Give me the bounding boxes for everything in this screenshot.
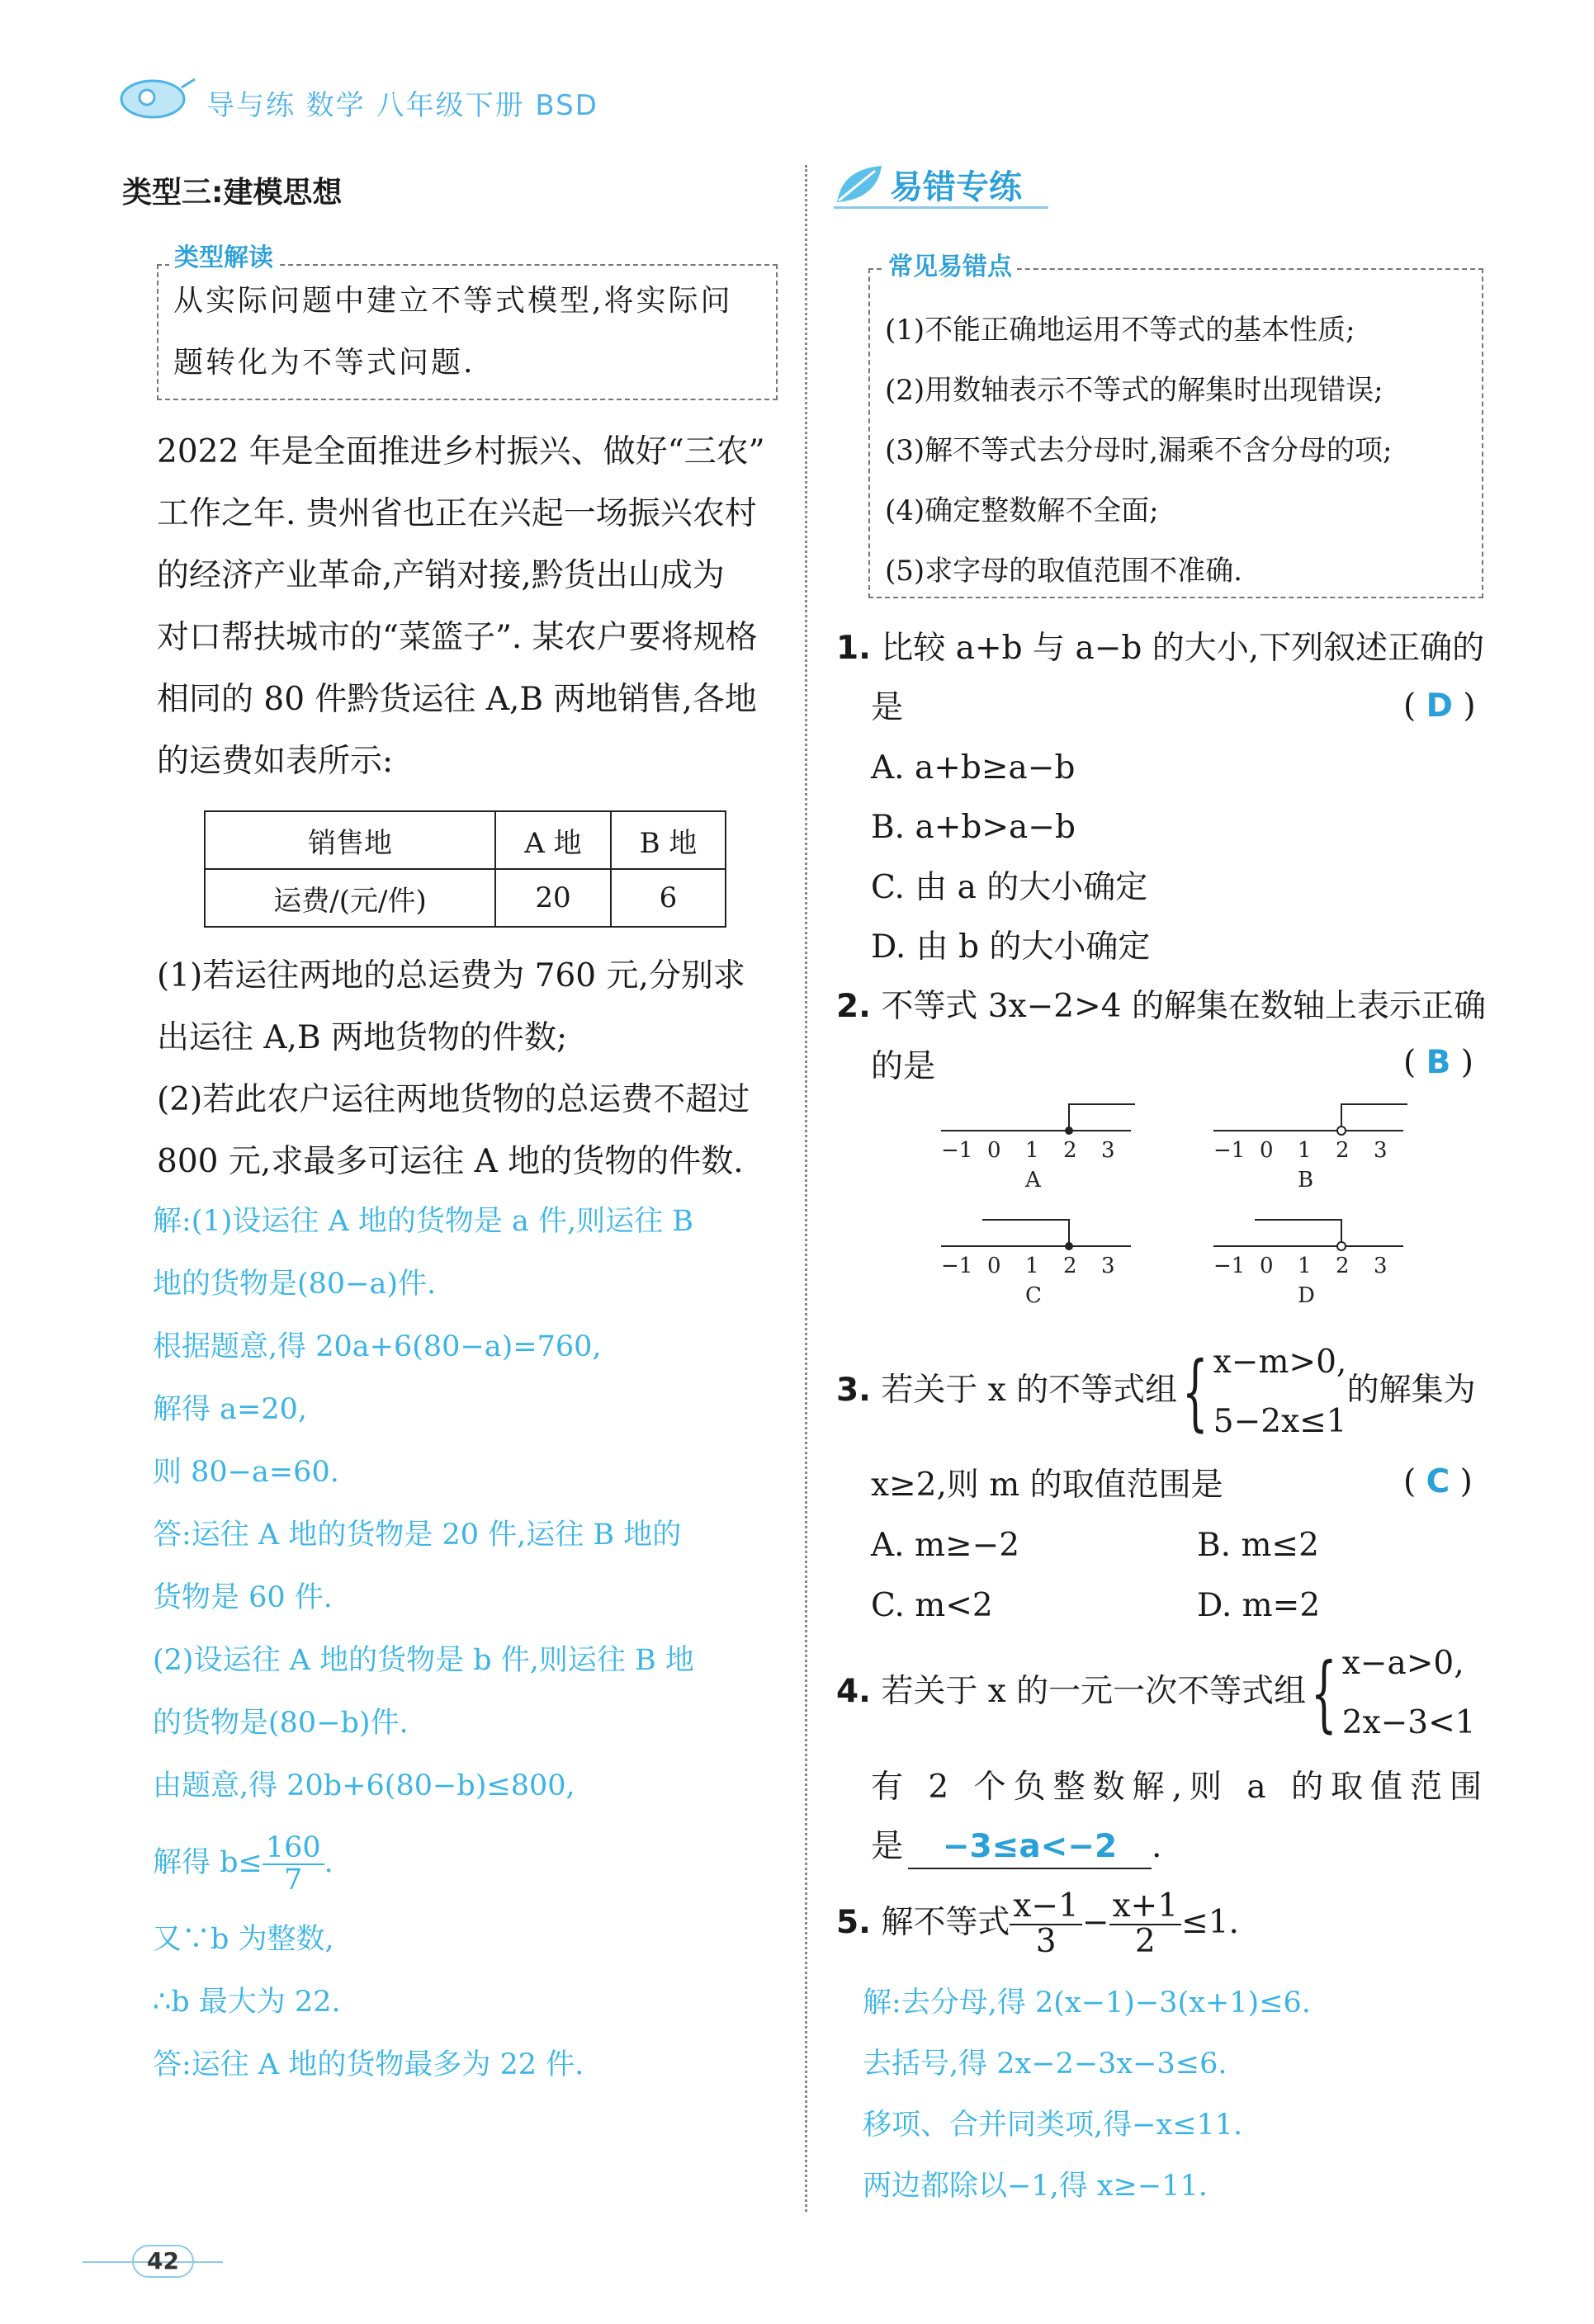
tick-label: 0 bbox=[987, 1138, 1001, 1163]
tick-label: 2 bbox=[1336, 1254, 1350, 1278]
frac-den: 7 bbox=[284, 1863, 303, 1897]
q3-number: 3. bbox=[836, 1372, 871, 1409]
solution-line: 两边都除以−1,得 x≥−11. bbox=[863, 2170, 1208, 2203]
table-header: B 地 bbox=[611, 811, 726, 869]
solution-line: ∴b 最大为 22. bbox=[153, 1986, 341, 2019]
q4-line3: 是 −3≤a<−2 . bbox=[871, 1816, 1161, 1878]
q4-ineq: 2x−3<1 bbox=[1341, 1704, 1476, 1741]
q3-ineq: 5−2x≤1 bbox=[1213, 1403, 1347, 1440]
q1-option: D. 由 b 的大小确定 bbox=[871, 928, 1151, 966]
error-item: (4)确定整数解不全面; bbox=[885, 494, 1159, 527]
type-explain-tag: 类型解读 bbox=[169, 237, 278, 273]
section-title-right: 易错专练 bbox=[890, 168, 1022, 206]
q5-minus: − bbox=[1081, 1904, 1109, 1941]
table-cell: 运费/(元/件) bbox=[205, 869, 495, 927]
frac-prefix: 解得 b≤ bbox=[153, 1846, 263, 1879]
solution-line: 答:运往 A 地的货物是 20 件,运往 B 地的 bbox=[153, 1519, 682, 1552]
question-line: 出运往 A,B 两地货物的件数; bbox=[157, 1019, 568, 1056]
q4-number: 4. bbox=[836, 1673, 871, 1710]
page-number: 42 bbox=[132, 2245, 194, 2278]
problem-line: 的运费如表所示: bbox=[157, 743, 394, 780]
tick-label: 2 bbox=[1063, 1138, 1077, 1163]
q4-system bbox=[1342, 1634, 1476, 1753]
tick-label: 2 bbox=[1063, 1254, 1077, 1278]
q4-line3-text: 是 bbox=[871, 1828, 904, 1865]
table-header: 销售地 bbox=[205, 811, 495, 869]
tick-label: 1 bbox=[1298, 1254, 1312, 1278]
q3-option: D. m=2 bbox=[1197, 1587, 1321, 1624]
table-cell: 20 bbox=[495, 869, 611, 927]
q5-fraction-2 bbox=[1109, 1887, 1182, 1960]
solution-line: 根据题意,得 20a+6(80−a)=760, bbox=[153, 1330, 602, 1363]
solution-line: 地的货物是(80−a)件. bbox=[153, 1268, 437, 1301]
tick-label: 0 bbox=[1260, 1254, 1274, 1278]
solution-line: 则 80−a=60. bbox=[153, 1456, 339, 1489]
q3-system bbox=[1213, 1333, 1347, 1452]
tick-label: 0 bbox=[987, 1254, 1001, 1278]
q1-line2: 是 bbox=[871, 689, 904, 726]
frac-suffix: . bbox=[324, 1846, 333, 1879]
q1-line bbox=[836, 617, 1484, 679]
q1-text: 比较 a+b 与 a−b 的大小,下列叙述正确的 bbox=[881, 630, 1485, 667]
q2-text: 不等式 3x−2>4 的解集在数轴上表示正确 bbox=[881, 988, 1486, 1025]
problem-line: 2022 年是全面推进乡村振兴、做好“三农” bbox=[157, 433, 765, 470]
logo-icon bbox=[116, 73, 198, 122]
questions bbox=[157, 945, 784, 1193]
section-title-left: 类型三:建模思想 bbox=[122, 176, 343, 210]
q2-answer-paren: ( B ) bbox=[1403, 1044, 1473, 1081]
solution-line: 答:运往 A 地的货物最多为 22 件. bbox=[153, 2048, 584, 2081]
type-explain-line: 题转化为不等式问题. bbox=[173, 346, 475, 380]
q1-number: 1. bbox=[836, 630, 871, 667]
problem-line: 的经济产业革命,产销对接,黔货出山成为 bbox=[157, 557, 725, 594]
table-cell: 6 bbox=[611, 869, 726, 927]
q5-number: 5. bbox=[836, 1904, 871, 1941]
tick-label: 1 bbox=[1025, 1138, 1039, 1163]
option-label: A bbox=[1025, 1168, 1041, 1193]
error-item: (3)解不等式去分母时,漏乘不含分母的项; bbox=[885, 434, 1393, 467]
tick-label: 1 bbox=[1025, 1254, 1039, 1278]
problem-text bbox=[157, 421, 784, 792]
number-line-diagrams bbox=[933, 1098, 1428, 1320]
q1-answer-paren: ( D ) bbox=[1403, 687, 1476, 725]
solution-line: 移项、合并同类项,得−x≤11. bbox=[863, 2109, 1243, 2142]
tick-label: 3 bbox=[1101, 1138, 1115, 1163]
q3-answer-paren: ( C ) bbox=[1403, 1463, 1473, 1500]
frac-num: x+1 bbox=[1109, 1890, 1182, 1925]
q5-solution bbox=[863, 1972, 1311, 2217]
q2-answer: B bbox=[1426, 1044, 1451, 1081]
q3-option: A. m≥−2 bbox=[871, 1527, 1020, 1564]
q3-post: 的解集为 bbox=[1346, 1372, 1476, 1409]
q5-pre: 解不等式 bbox=[881, 1904, 1010, 1941]
tick-label: 2 bbox=[1336, 1138, 1350, 1163]
q4-ineq: x−a>0, bbox=[1341, 1645, 1464, 1682]
header-title: 导与练 数学 八年级下册 BSD bbox=[206, 89, 598, 122]
brace-icon: { bbox=[1311, 1645, 1337, 1741]
frac-den: 3 bbox=[1035, 1923, 1057, 1960]
q3-ineq: x−m>0, bbox=[1213, 1344, 1347, 1381]
q1-option: A. a+b≥a−b bbox=[871, 749, 1076, 786]
q4-pre: 若关于 x 的一元一次不等式组 bbox=[881, 1673, 1307, 1710]
tick-label: −1 bbox=[1213, 1138, 1246, 1163]
freight-table bbox=[204, 810, 726, 928]
tick-label: 3 bbox=[1101, 1254, 1115, 1278]
common-errors-tag: 常见易错点 bbox=[883, 246, 1017, 282]
q5-line bbox=[836, 1882, 1239, 1964]
solution-line: (2)设运往 A 地的货物是 b 件,则运往 B 地 bbox=[153, 1644, 694, 1677]
solution-left bbox=[153, 1190, 797, 2096]
tick-label: 0 bbox=[1260, 1138, 1274, 1163]
q3-line2: x≥2,则 m 的取值范围是 bbox=[871, 1467, 1223, 1504]
tick-label: 1 bbox=[1298, 1138, 1312, 1163]
q2-line bbox=[836, 975, 1486, 1037]
error-item: (2)用数轴表示不等式的解集时出现错误; bbox=[885, 374, 1384, 407]
q5-post: ≤1. bbox=[1181, 1904, 1239, 1941]
frac-num: 160 bbox=[263, 1833, 324, 1865]
tick-label: −1 bbox=[1213, 1254, 1246, 1278]
column-divider bbox=[805, 165, 807, 2212]
tick-label: −1 bbox=[941, 1138, 973, 1163]
solution-line: 由题意,得 20b+6(80−b)≤800, bbox=[153, 1769, 575, 1802]
number-line-d bbox=[1213, 1220, 1403, 1308]
solution-line: 货物是 60 件. bbox=[153, 1581, 333, 1614]
type-explain-line: 从实际问题中建立不等式模型,将实际问 bbox=[173, 284, 733, 318]
table-header: A 地 bbox=[495, 811, 611, 869]
q1-option: C. 由 a 的大小确定 bbox=[871, 869, 1148, 906]
solution-line: 的货物是(80−b)件. bbox=[153, 1707, 409, 1740]
solution-line: 解:(1)设运往 A 地的货物是 a 件,则运往 B bbox=[153, 1205, 693, 1238]
option-label: D bbox=[1298, 1283, 1315, 1308]
table-row bbox=[205, 811, 726, 869]
frac-num: x−1 bbox=[1010, 1890, 1082, 1925]
section-underline bbox=[834, 206, 1048, 209]
error-item: (5)求字母的取值范围不准确. bbox=[885, 555, 1242, 588]
table-row bbox=[205, 869, 726, 927]
q3-answer: C bbox=[1426, 1463, 1450, 1500]
tick-label: −1 bbox=[941, 1254, 973, 1278]
number-line-c bbox=[941, 1220, 1131, 1308]
number-line-a bbox=[941, 1104, 1135, 1193]
q5-fraction-1 bbox=[1010, 1887, 1082, 1960]
q4-line bbox=[836, 1634, 1476, 1753]
option-label: C bbox=[1025, 1283, 1042, 1308]
q2-line2: 的是 bbox=[871, 1048, 936, 1085]
question-line: (1)若运往两地的总运费为 760 元,分别求 bbox=[157, 957, 745, 994]
q3-pre: 若关于 x 的不等式组 bbox=[881, 1372, 1178, 1409]
q3-option: C. m<2 bbox=[871, 1587, 993, 1624]
tick-label: 3 bbox=[1374, 1254, 1388, 1278]
tick-label: 3 bbox=[1374, 1138, 1388, 1163]
q2-number: 2. bbox=[836, 988, 871, 1025]
brace-icon: { bbox=[1182, 1344, 1209, 1440]
error-item: (1)不能正确地运用不等式的基本性质; bbox=[885, 314, 1355, 347]
problem-line: 工作之年. 贵州省也正在兴起一场振兴农村 bbox=[157, 495, 757, 532]
section-leaf-icon bbox=[834, 161, 885, 209]
q4-line2: 有 2 个负整数解,则 a 的取值范围 bbox=[871, 1769, 1490, 1806]
option-label: B bbox=[1298, 1168, 1314, 1193]
solution-line: 去括号,得 2x−2−3x−3≤6. bbox=[863, 2048, 1227, 2081]
problem-line: 对口帮扶城市的“菜篮子”. 某农户要将规格 bbox=[157, 619, 758, 656]
solution-line: 解:去分母,得 2(x−1)−3(x+1)≤6. bbox=[863, 1986, 1311, 2019]
common-errors-list bbox=[885, 307, 1392, 608]
q3-line bbox=[836, 1333, 1476, 1452]
fraction bbox=[263, 1830, 324, 1897]
question-line: 800 元,求最多可运往 A 地的货物的件数. bbox=[157, 1143, 744, 1180]
q1-option: B. a+b>a−b bbox=[871, 809, 1076, 846]
solution-line: 解得 a=20, bbox=[153, 1393, 307, 1426]
q3-option: B. m≤2 bbox=[1197, 1527, 1319, 1564]
frac-den: 2 bbox=[1134, 1923, 1156, 1960]
question-line: (2)若此农户运往两地货物的总运费不超过 bbox=[157, 1081, 750, 1118]
solution-fraction-line bbox=[153, 1817, 797, 1908]
q1-answer: D bbox=[1426, 687, 1453, 725]
number-line-b bbox=[1213, 1104, 1407, 1193]
problem-line: 相同的 80 件黔货运往 A,B 两地销售,各地 bbox=[157, 681, 757, 718]
solution-line: 又∵b 为整数, bbox=[153, 1923, 334, 1956]
q4-answer: −3≤a<−2 bbox=[908, 1826, 1152, 1869]
